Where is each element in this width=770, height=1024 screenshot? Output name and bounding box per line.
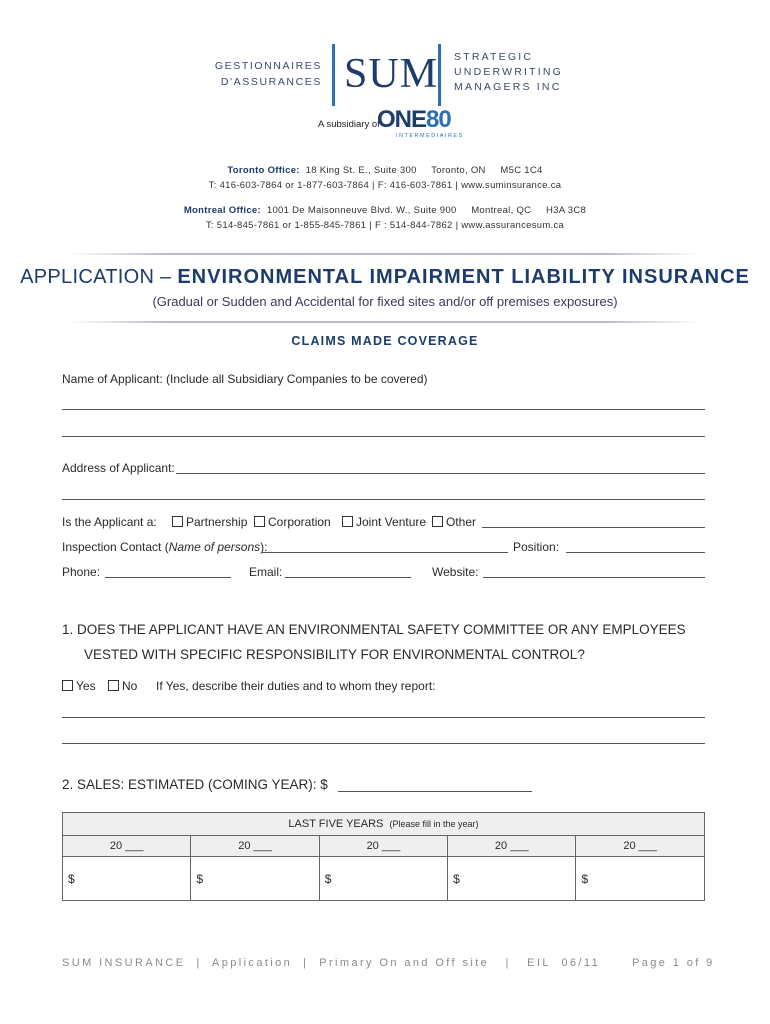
phone-line[interactable] bbox=[105, 577, 231, 578]
q1-yes-option[interactable] bbox=[62, 679, 96, 693]
q1-describe-label: If Yes, describe their duties and to whom they report: bbox=[156, 679, 436, 693]
one80-tagline: INTERMEDIAIRES bbox=[396, 133, 464, 139]
question-2-label: 2. SALES: ESTIMATED (COMING YEAR): $ bbox=[62, 777, 328, 792]
address-line-2[interactable] bbox=[62, 499, 705, 500]
other-checkbox[interactable] bbox=[432, 516, 443, 527]
year-cell[interactable]: 20 ___ bbox=[191, 836, 319, 857]
q1-no-option[interactable] bbox=[108, 679, 137, 693]
logo-left-line1: GESTIONNAIRES bbox=[214, 60, 322, 72]
logo-divider-right bbox=[438, 44, 441, 106]
q1-line-1[interactable] bbox=[62, 717, 705, 718]
sales-table-header bbox=[63, 813, 705, 836]
inspection-label-start: Inspection Contact ( bbox=[62, 540, 169, 554]
toronto-address: 18 King St. E., Suite 300 Toronto, ON M5C 1C4 bbox=[305, 165, 543, 176]
toronto-office-line bbox=[0, 165, 770, 176]
inspection-label-italic: Name of persons bbox=[168, 540, 261, 554]
sales-table-title: LAST FIVE YEARS bbox=[288, 818, 384, 830]
logo-left-line2: D'ASSURANCES bbox=[220, 76, 322, 88]
sales-estimate-line[interactable] bbox=[338, 791, 532, 792]
montreal-address: 1001 De Maisonneuve Blvd. W., Suite 900 Montreal, QC H3A 3C8 bbox=[266, 205, 587, 216]
divider-title bbox=[70, 321, 700, 323]
address-label: Address of Applicant: bbox=[62, 461, 175, 475]
toronto-label: Toronto Office: bbox=[227, 165, 300, 176]
option-joint-venture[interactable] bbox=[342, 515, 426, 529]
toronto-contact: T: 416-603-7864 or 1-877-603-7864 | F: 416-603-7861 | www.suminsurance.ca bbox=[208, 180, 562, 191]
one80-suffix: 80 bbox=[426, 106, 451, 133]
email-line[interactable] bbox=[285, 577, 411, 578]
montreal-label: Montreal Office: bbox=[183, 205, 261, 216]
sales-table bbox=[62, 812, 705, 901]
other-line[interactable] bbox=[482, 527, 705, 528]
option-partnership[interactable] bbox=[172, 515, 247, 529]
logo-right-line3: MANAGERS INC bbox=[454, 81, 562, 93]
amount-cell[interactable]: $ bbox=[576, 857, 705, 901]
montreal-office-line bbox=[0, 205, 770, 216]
position-line[interactable] bbox=[566, 552, 705, 553]
subsidiary-text: A subsidiary of bbox=[318, 119, 380, 130]
name-label: Name of Applicant: (Include all Subsidiary Companies to be covered) bbox=[62, 372, 428, 386]
one80-logo bbox=[377, 106, 451, 134]
logo-text-right bbox=[454, 50, 563, 95]
joint-venture-label: Joint Venture bbox=[356, 515, 427, 529]
name-line-1[interactable] bbox=[62, 409, 705, 410]
email-label: Email: bbox=[249, 565, 283, 579]
joint-venture-checkbox[interactable] bbox=[342, 516, 353, 527]
corporation-checkbox[interactable] bbox=[254, 516, 265, 527]
logo-divider-left bbox=[332, 44, 335, 106]
divider-top bbox=[70, 253, 700, 255]
footer-page-number: Page 1 of 9 bbox=[632, 957, 715, 969]
q1-yes-checkbox[interactable] bbox=[62, 680, 73, 691]
footer-doc-info: SUM INSURANCE | Application | Primary On and Off site | EIL 06/11 bbox=[62, 957, 601, 969]
page-title bbox=[0, 266, 770, 289]
q1-yes-label: Yes bbox=[76, 679, 96, 693]
inspection-label bbox=[62, 540, 267, 554]
page-subtitle: (Gradual or Sudden and Accidental for fixed sites and/or off premises exposures) bbox=[152, 294, 618, 309]
montreal-contact: T: 514-845-7861 or 1-855-845-7861 | F : 514-844-7862 | www.assurancesum.ca bbox=[205, 220, 565, 231]
question-1-line2: VESTED WITH SPECIFIC RESPONSIBILITY FOR ENVIRONMENTAL CONTROL? bbox=[84, 647, 585, 662]
sales-table-note: (Please fill in the year) bbox=[389, 819, 479, 829]
phone-label: Phone: bbox=[62, 565, 101, 579]
logo-right-line1: STRATEGIC bbox=[454, 51, 534, 63]
q1-line-2[interactable] bbox=[62, 743, 705, 744]
amount-cell[interactable]: $ bbox=[191, 857, 319, 901]
inspection-line[interactable] bbox=[262, 552, 508, 553]
coverage-heading: CLAIMS MADE COVERAGE bbox=[291, 334, 479, 348]
logo-sum: SUM bbox=[344, 51, 439, 97]
one80-prefix: ONE bbox=[377, 106, 427, 133]
q1-no-checkbox[interactable] bbox=[108, 680, 119, 691]
applicant-type-label: Is the Applicant a: bbox=[62, 515, 157, 529]
corporation-label: Corporation bbox=[268, 515, 331, 529]
logo-right-line2: UNDERWRITING bbox=[454, 66, 564, 78]
partnership-checkbox[interactable] bbox=[172, 516, 183, 527]
option-corporation[interactable] bbox=[254, 515, 331, 529]
q1-no-label: No bbox=[122, 679, 138, 693]
year-cell[interactable]: 20 ___ bbox=[63, 836, 191, 857]
website-label: Website: bbox=[432, 565, 479, 579]
name-line-2[interactable] bbox=[62, 436, 705, 437]
amount-cell[interactable]: $ bbox=[448, 857, 576, 901]
title-prefix: APPLICATION – bbox=[20, 266, 178, 288]
position-label: Position: bbox=[513, 540, 560, 554]
title-main: ENVIRONMENTAL IMPAIRMENT LIABILITY INSURANCE bbox=[177, 266, 750, 288]
logo-text-left bbox=[200, 58, 322, 90]
inspection-label-end: ): bbox=[260, 540, 268, 554]
other-label: Other bbox=[446, 515, 477, 529]
year-cell[interactable]: 20 ___ bbox=[576, 836, 705, 857]
year-cell[interactable]: 20 ___ bbox=[448, 836, 576, 857]
address-line-1[interactable] bbox=[176, 473, 705, 474]
question-1-line1: 1. DOES THE APPLICANT HAVE AN ENVIRONMENTAL SAFETY COMMITTEE OR ANY EMPLOYEES bbox=[62, 622, 686, 637]
amount-cell[interactable]: $ bbox=[319, 857, 447, 901]
amount-cell[interactable]: $ bbox=[63, 857, 191, 901]
year-cell[interactable]: 20 ___ bbox=[319, 836, 447, 857]
website-line[interactable] bbox=[483, 577, 705, 578]
option-other[interactable] bbox=[432, 515, 476, 529]
partnership-label: Partnership bbox=[186, 515, 248, 529]
